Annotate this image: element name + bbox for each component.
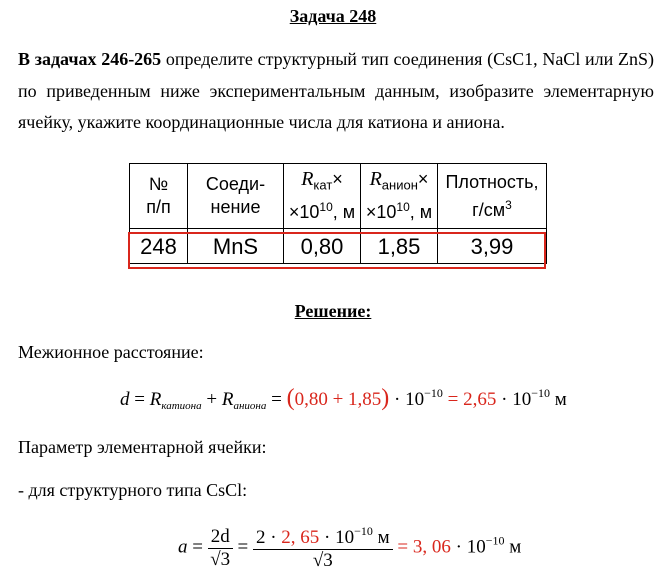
f1-result: 2,65	[463, 389, 497, 410]
header-compound-line2: нение	[210, 197, 261, 217]
header-rcat-unit: , м	[332, 202, 356, 223]
solution-title: Решение:	[294, 301, 372, 321]
cell-r-cation: 0,80	[284, 229, 361, 264]
cell-r-anion: 1,85	[361, 229, 438, 264]
header-ran-mult: ×10	[365, 202, 397, 223]
cell-density: 3,99	[438, 229, 547, 264]
header-ran-sub: анион	[381, 177, 418, 193]
header-rcat-symbol: R	[301, 167, 314, 190]
f1-unit: м	[549, 389, 567, 410]
f2-num2-b: · 10	[319, 527, 355, 548]
header-density	[438, 164, 547, 229]
f2-den1: √3	[210, 548, 231, 570]
header-rcat-times: ×	[332, 168, 343, 189]
header-ran-pow: 10	[396, 200, 410, 215]
f2-num2-pow: −10	[354, 524, 373, 538]
f2-pow: −10	[485, 533, 505, 548]
task-bold-prefix: В задачах 246-265	[18, 49, 162, 69]
header-density-line2: г/см	[472, 199, 506, 220]
data-table	[129, 163, 547, 264]
header-r-cation	[284, 164, 361, 229]
f2-mult: · 10	[450, 536, 486, 558]
f2-num2-value: 2, 65	[281, 527, 320, 548]
header-rcat-sub: кат	[313, 177, 333, 193]
header-ran-unit: , м	[409, 202, 433, 223]
f2-a: a	[178, 536, 188, 558]
f1-paren-close: )	[381, 385, 390, 411]
f2-eq: =	[187, 536, 208, 558]
table-row	[130, 229, 547, 264]
f1-plus2: +	[327, 389, 349, 410]
f1-plus: +	[201, 389, 222, 410]
f2-fraction2	[253, 524, 393, 572]
header-r-anion	[361, 164, 438, 229]
f2-result: 3, 06	[412, 536, 451, 558]
cell-compound: MnS	[188, 229, 284, 264]
f1-eq: =	[129, 389, 150, 410]
f2-num2-a: 2 ·	[255, 527, 282, 548]
cscl-type-label: - для структурного типа CsCl:	[18, 480, 248, 500]
f1-paren-open: (	[286, 385, 295, 411]
formula-distance	[120, 385, 567, 412]
f2-num2	[253, 524, 393, 550]
f1-pow: −10	[424, 386, 443, 400]
cell-parameter-label: Параметр элементарной ячейки:	[18, 437, 267, 457]
header-ran-times: ×	[417, 168, 429, 189]
header-num	[130, 164, 188, 229]
task-title: Задача 248	[289, 6, 377, 26]
header-rcat-pow: 10	[319, 200, 333, 215]
f2-eq2: =	[232, 536, 253, 558]
header-density-line1: Плотность,	[445, 171, 539, 192]
header-ran-symbol: R	[369, 167, 382, 190]
f2-num2-unit: м	[372, 527, 390, 548]
task-text	[18, 44, 654, 139]
header-num-line2: п/п	[146, 197, 171, 217]
task-body: определите структурный тип соединения (CsC1, NaCl или ZnS) по приведенным ниже экспериментальным данным, изобразите элементарную ячейку, укажите координационные числа для катиона и аниона.	[18, 49, 654, 132]
f1-mult: · 10	[389, 389, 425, 410]
header-compound	[188, 164, 284, 229]
header-rcat-mult: ×10	[288, 202, 320, 223]
f1-r-an: R	[221, 389, 234, 410]
f2-fraction1	[208, 526, 233, 571]
f1-d: d	[120, 389, 130, 410]
f1-sub-anion: аниона	[233, 400, 267, 412]
cell-num: 248	[130, 229, 188, 264]
f1-eq2: =	[266, 389, 287, 410]
header-num-line1: №	[148, 174, 169, 194]
table-header-row	[130, 164, 547, 229]
f1-sub-cation: катиона	[161, 400, 202, 412]
f2-eq3: =	[392, 536, 413, 558]
interionic-distance-label: Межионное расстояние:	[18, 342, 204, 362]
f2-den2: √3	[312, 550, 333, 571]
f1-eq3: =	[442, 389, 464, 410]
f2-num1: 2d	[208, 526, 233, 549]
f1-pow2: −10	[531, 386, 550, 400]
header-density-pow: 3	[505, 197, 512, 212]
header-compound-line1: Соеди-	[205, 174, 266, 194]
f2-unit: м	[504, 536, 522, 558]
f1-value2: 1,85	[348, 389, 382, 410]
f1-r-cat: R	[149, 389, 162, 410]
f1-value1: 0,80	[294, 389, 328, 410]
formula-cell-parameter	[178, 524, 521, 572]
f1-mult2: · 10	[496, 389, 532, 410]
